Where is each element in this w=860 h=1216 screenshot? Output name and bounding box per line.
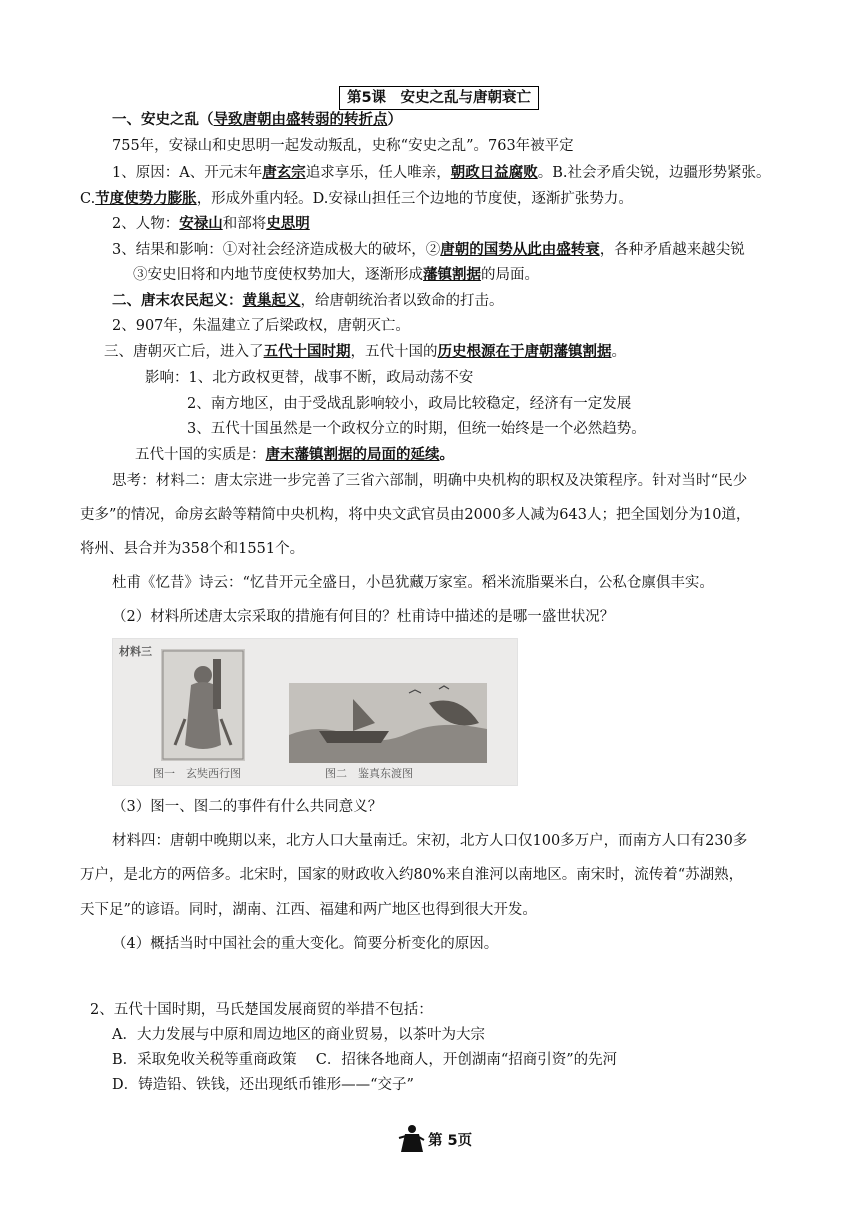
s1-cause-line-2: C.节度使势力膨胀，形成外重内轻。D.安禄山担任三个边地的节度使，逐渐扩张势力。 bbox=[80, 190, 633, 207]
poem-line: 杜甫《忆昔》诗云：“忆昔开元全盛日，小邑犹藏万家室。稻米流脂粟米白，公私仓廪俱丰实。 bbox=[112, 575, 714, 591]
s1-result-line-2: ③安史旧将和内地节度使权势加大，逐渐形成藩镇割据的局面。 bbox=[133, 266, 539, 283]
section-1-heading: 一、安史之乱（导致唐朝由盛转弱的转折点） bbox=[112, 111, 402, 128]
s1-cause-line-1: 1、原因：A、开元末年唐玄宗追求享乐，任人唯亲，朝政日益腐败。B.社会矛盾尖锐，边疆形势紧张。 bbox=[112, 164, 771, 181]
figure-1-caption: 图一 玄奘西行图 bbox=[153, 767, 241, 780]
question-4: （4）概括当时中国社会的重大变化。简要分析变化的原因。 bbox=[112, 936, 499, 952]
section-3-line: 三、唐朝灭亡后，进入了五代十国时期，五代十国的历史根源在于唐朝藩镇割据。 bbox=[104, 343, 626, 360]
material-4-line-2: 万户，是北方的两倍多。北宋时，国家的财政收入约80%来自淮河以南地区。南宋时，流传着“苏湖熟， bbox=[80, 867, 744, 883]
scholar-figure-icon bbox=[397, 1124, 425, 1154]
mcq-option-d: D．铸造铅、铁钱，还出现纸币锥形——“交子” bbox=[112, 1077, 414, 1093]
think-line-1: 思考：材料二：唐太宗进一步完善了三省六部制，明确中央机构的职权及决策程序。针对当时“民少 bbox=[112, 473, 748, 489]
mcq-option-bc: B．采取免收关税等重商政策 C．招徕各地商人，开创湖南“招商引资”的先河 bbox=[112, 1052, 618, 1068]
question-3: （3）图一、图二的事件有什么共同意义？ bbox=[112, 799, 383, 815]
think-line-3: 将州、县合并为358个和1551个。 bbox=[80, 541, 305, 557]
s1-people: 2、人物：安禄山和部将史思明 bbox=[112, 215, 310, 232]
s3-impact-3: 3、五代十国虽然是一个政权分立的时期，但统一始终是一个必然趋势。 bbox=[187, 421, 646, 437]
s3-impact-1: 影响：1、北方政权更替，战事不断，政局动荡不安 bbox=[145, 370, 474, 386]
s3-essence: 五代十国的实质是：唐末藩镇割据的局面的延续。 bbox=[135, 446, 454, 463]
page-number: 第 5页 bbox=[428, 1133, 473, 1149]
s2-line-2: 2、907年，朱温建立了后梁政权，唐朝灭亡。 bbox=[112, 318, 410, 334]
question-2: （2）材料所述唐太宗采取的措施有何目的？杜甫诗中描述的是哪一盛世状况？ bbox=[112, 609, 615, 625]
material-3-figure bbox=[112, 638, 518, 786]
material-4-line-3: 天下足”的谚语。同时，湖南、江西、福建和两广地区也得到很大开发。 bbox=[80, 902, 537, 918]
xuanzang-image bbox=[161, 649, 245, 761]
lesson-title: 第5课 安史之乱与唐朝衰亡 bbox=[339, 86, 539, 110]
mcq-stem: 2、五代十国时期，马氏楚国发展商贸的举措不包括： bbox=[90, 1002, 433, 1018]
figure-label: 材料三 bbox=[119, 645, 152, 658]
section-2-heading: 二、唐末农民起义：黄巢起义，给唐朝统治者以致命的打击。 bbox=[112, 292, 504, 309]
jianzhen-image bbox=[289, 683, 487, 763]
s3-impact-2: 2、南方地区，由于受战乱影响较小，政局比较稳定，经济有一定发展 bbox=[187, 396, 632, 412]
s1-result-line-1: 3、结果和影响：①对社会经济造成极大的破坏，②唐朝的国势从此由盛转衰，各种矛盾越来越尖锐 bbox=[112, 241, 745, 258]
s1-intro: 755年，安禄山和史思明一起发动叛乱，史称“安史之乱”。763年被平定 bbox=[112, 138, 574, 154]
page-footer bbox=[397, 1124, 473, 1154]
figure-2-caption: 图二 鉴真东渡图 bbox=[325, 767, 413, 780]
material-4-line-1: 材料四：唐朝中晚期以来，北方人口大量南迁。宋初，北方人口仅100多万户，而南方人口有230多 bbox=[112, 833, 748, 849]
think-line-2: 吏多”的情况，命房玄龄等精简中央机构，将中央文武官员由2000多人减为643人；把全国划分为10道， bbox=[80, 507, 751, 523]
mcq-option-a: A．大力发展与中原和周边地区的商业贸易，以茶叶为大宗 bbox=[112, 1027, 485, 1043]
